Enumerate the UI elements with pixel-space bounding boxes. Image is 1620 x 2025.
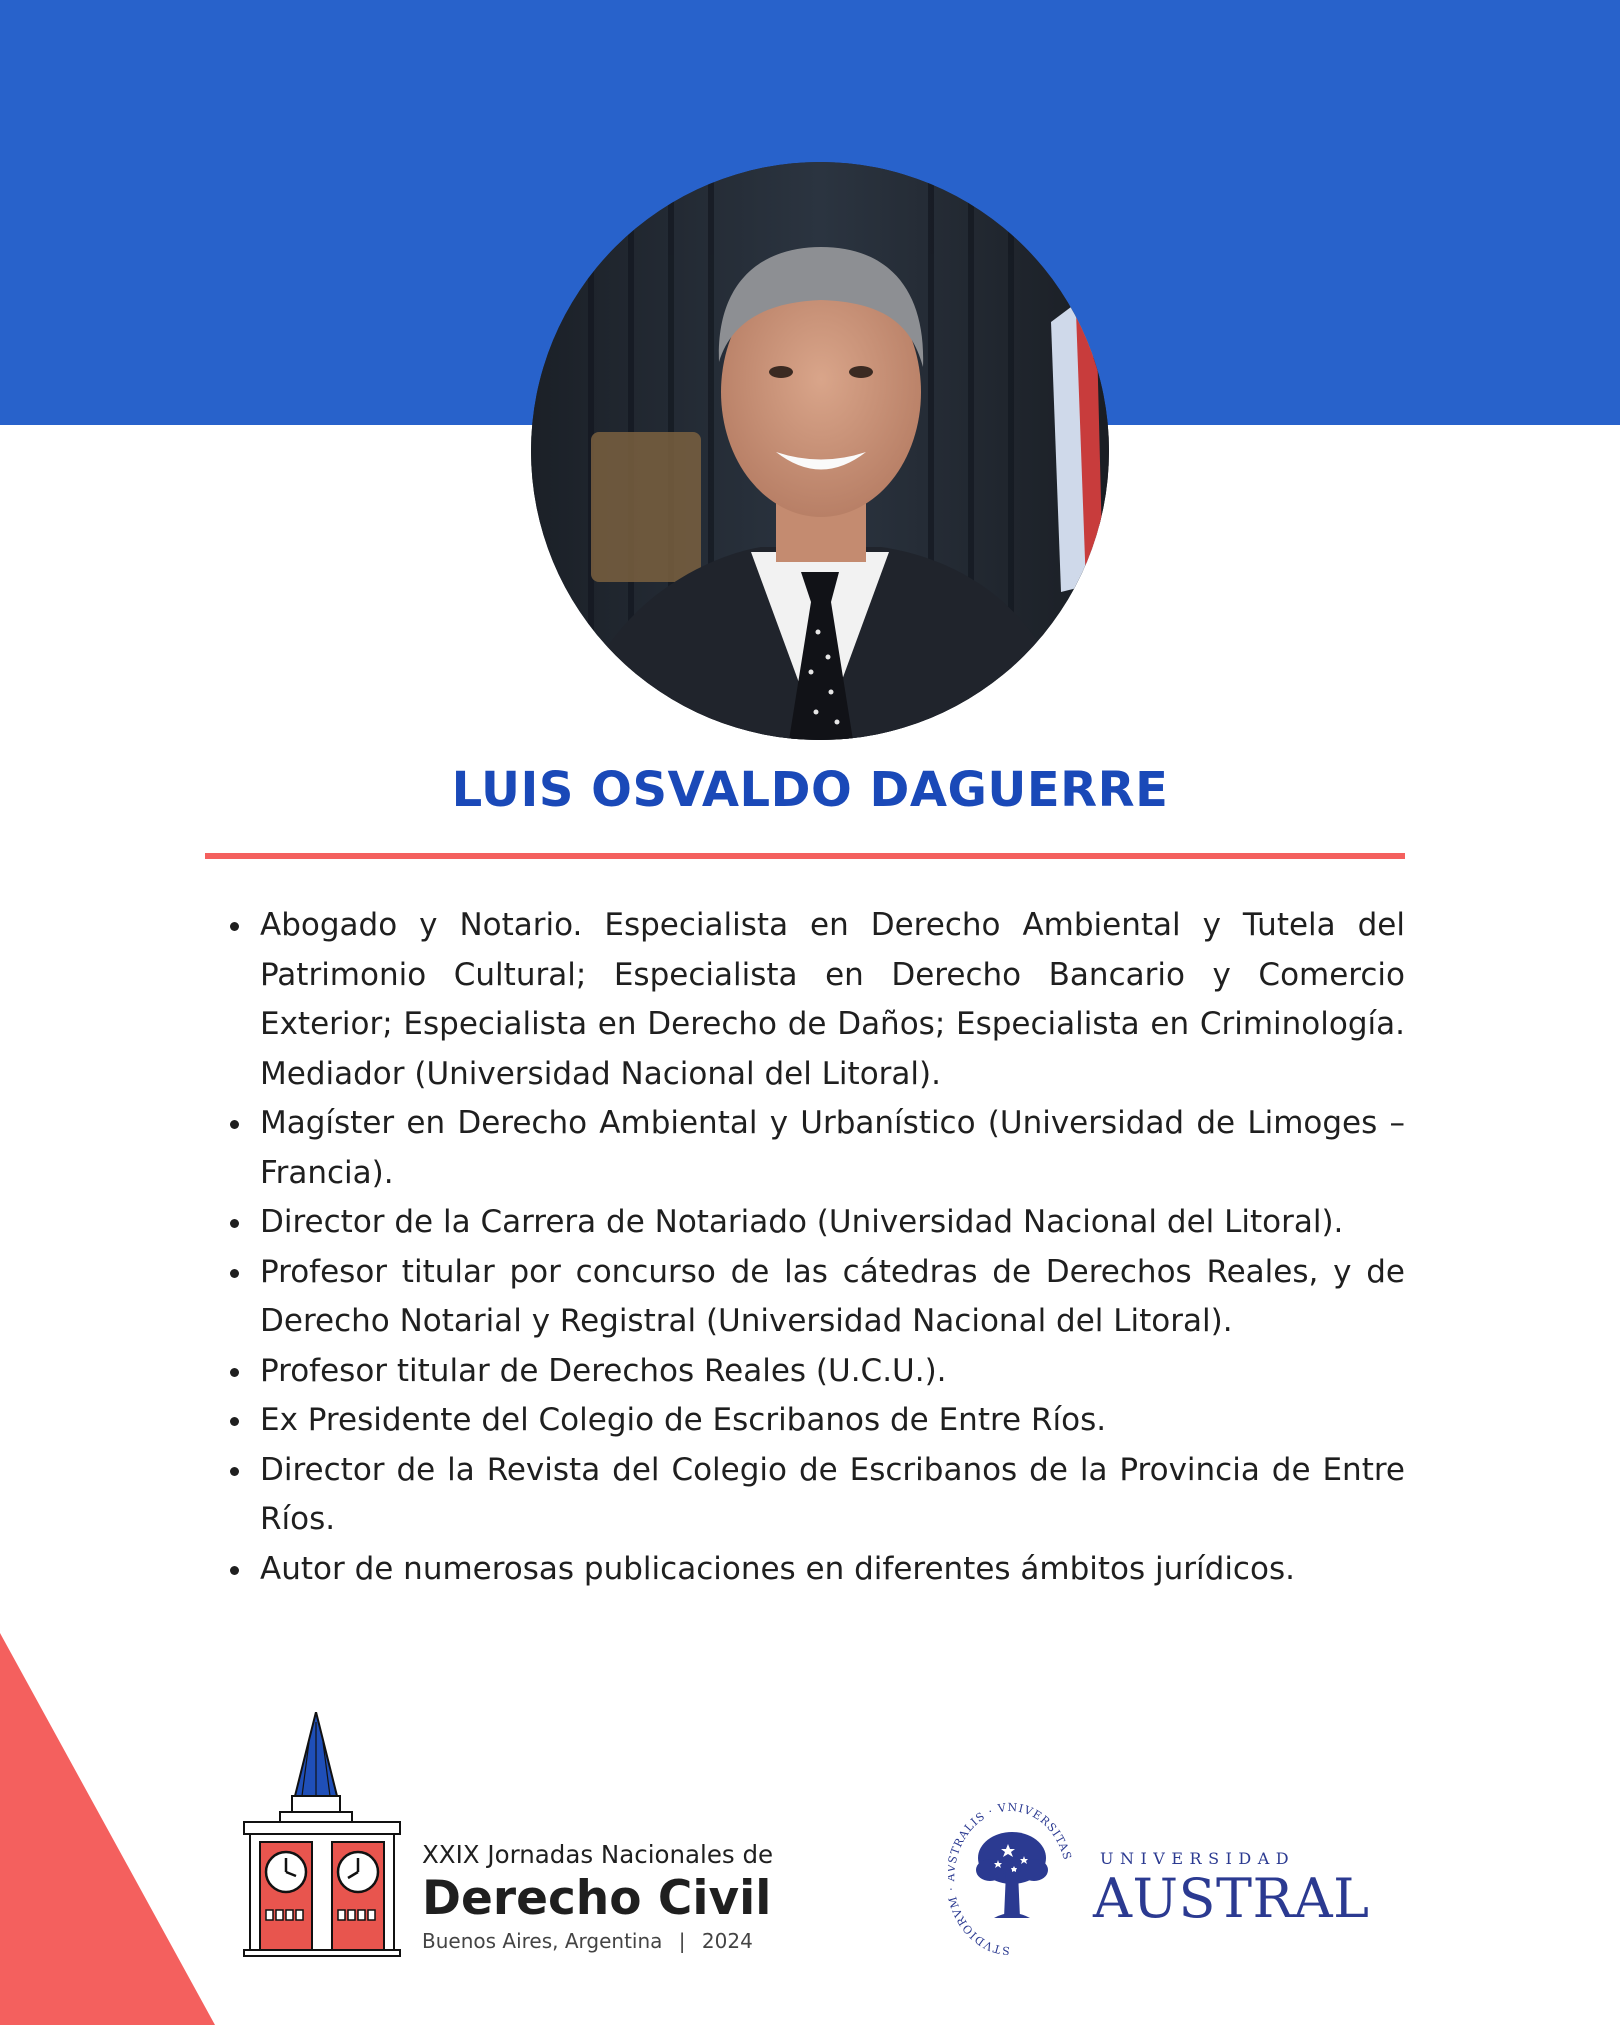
speaker-portrait-icon xyxy=(531,162,1109,740)
event-year: 2024 xyxy=(701,1929,753,1953)
bio-item: Profesor titular por concurso de las cátedras de Derechos Reales, y de Derecho Notarial y Registral (Universidad Nacional del Litoral). xyxy=(230,1248,1405,1347)
university-name: AUSTRAL xyxy=(1093,1867,1370,1930)
bio-item: Magíster en Derecho Ambiental y Urbanístico (Universidad de Limoges – Francia). xyxy=(230,1099,1405,1198)
bio-item: Profesor titular de Derechos Reales (U.C.U.). xyxy=(230,1347,1405,1397)
event-name: Derecho Civil xyxy=(422,1871,772,1926)
bio-item: Abogado y Notario. Especialista en Derecho Ambiental y Tutela del Patrimonio Cultural; Especialista en Derecho Bancario y Comercio Exterior; Especialista en Derecho de Daños; Especialista en Criminología. Mediador (Universidad Nacional del Litoral). xyxy=(230,901,1405,1099)
university-label: UNIVERSIDAD xyxy=(1100,1849,1296,1868)
event-logo-text xyxy=(422,1840,773,1954)
corner-triangle-decoration xyxy=(0,1633,215,2025)
seal-text: STVDIORV TRALIS · VNIVERSITAS xyxy=(948,1800,1073,1958)
bio-item: Director de la Carrera de Notariado (Universidad Nacional del Litoral). xyxy=(230,1198,1405,1248)
clock-tower-icon xyxy=(242,1712,402,1961)
event-location-line xyxy=(422,1928,773,1954)
event-location: Buenos Aires, Argentina xyxy=(422,1929,663,1953)
accent-divider xyxy=(205,853,1405,859)
tree-seal-icon xyxy=(948,1800,1073,1960)
bio-item: Director de la Revista del Colegio de Escribanos de la Provincia de Entre Ríos. xyxy=(230,1446,1405,1545)
speaker-photo xyxy=(531,162,1109,740)
event-separator: | xyxy=(678,1929,686,1953)
event-title-line: XXIX Jornadas Nacionales de xyxy=(422,1840,774,1869)
speaker-name: LUIS OSVALDO DAGUERRE xyxy=(451,762,1169,818)
bio-item: Ex Presidente del Colegio de Escribanos de Entre Ríos. xyxy=(230,1396,1405,1446)
bio-list xyxy=(230,901,1405,1594)
bio-item: Autor de numerosas publicaciones en diferentes ámbitos jurídicos. xyxy=(230,1545,1405,1595)
